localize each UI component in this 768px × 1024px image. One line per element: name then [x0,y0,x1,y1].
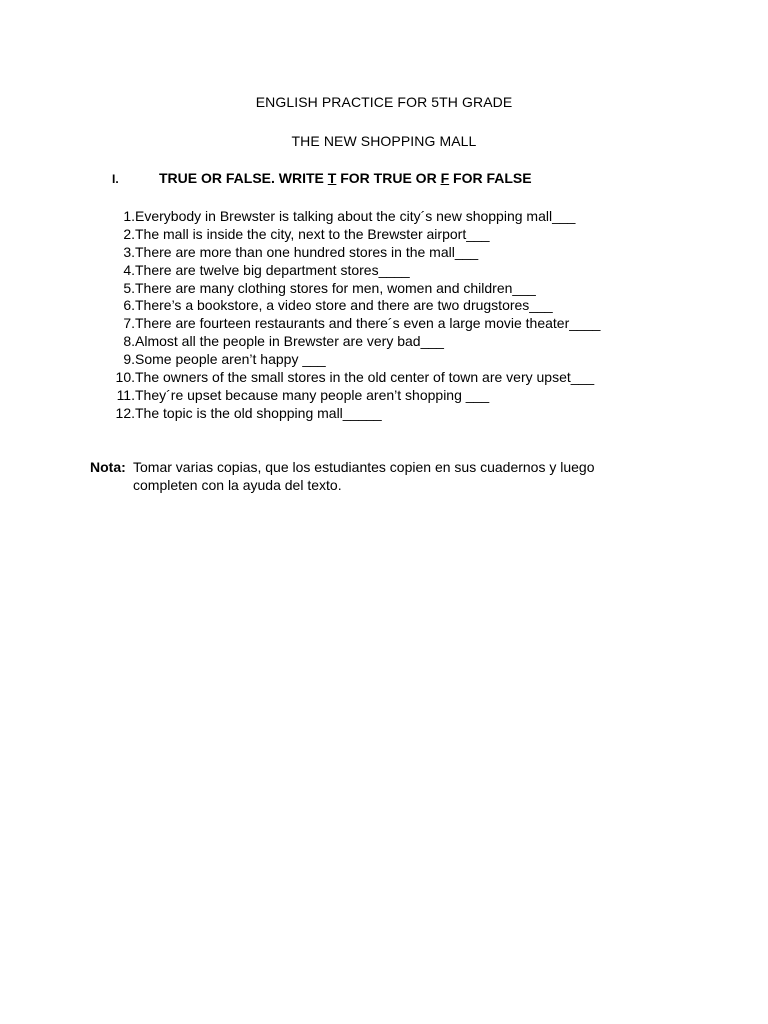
question-number: 4. [123,261,135,278]
list-item [113,369,595,387]
question-text: Almost all the people in Brewster are very bad___ [135,333,444,350]
question-number: 11. [116,386,135,403]
list-item [113,243,479,262]
question-number: 1. [123,208,135,224]
question-number: 5. [123,279,135,296]
list-item [113,351,326,369]
page-title: ENGLISH PRACTICE FOR 5TH GRADE [255,94,513,110]
list-item [113,333,444,351]
instruction-part-2: FOR TRUE OR [336,170,441,186]
question-number: 2. [123,225,135,242]
instruction-part-1: TRUE OR FALSE. WRITE [159,170,328,186]
list-item [113,225,490,244]
question-text: Some people aren’t happy ___ [135,351,326,368]
list-item [113,261,410,280]
instruction-false-letter: F [440,170,450,186]
question-text: There’s a bookstore, a video store and there are two drugstores___ [135,297,553,314]
question-text: Everybody in Brewster is talking about the city´s new shopping mall___ [135,208,576,224]
question-text: There are fourteen restaurants and there´s even a large movie theater____ [135,315,601,332]
instruction-part-3: FOR FALSE [449,170,532,186]
question-number: 9. [123,351,135,368]
instruction-true-letter: T [327,170,337,186]
question-number: 8. [123,333,135,350]
question-list [113,208,601,423]
list-item [113,386,490,405]
question-text: There are twelve big department stores____ [135,261,410,278]
question-text: There are more than one hundred stores in the mall___ [135,243,479,260]
question-text: They´re upset because many people aren’t shopping ___ [135,386,490,403]
question-number: 6. [123,297,135,314]
list-item [113,208,576,226]
list-item [113,315,601,333]
question-text: There are many clothing stores for men, women and children___ [135,279,536,296]
section-numeral: I. [112,172,119,186]
question-number: 12. [115,404,135,421]
note-label: Nota: [90,459,126,475]
question-text: The mall is inside the city, next to the Brewster airport___ [135,225,490,242]
list-item [113,404,382,423]
question-text: The owners of the small stores in the old center of town are very upset___ [135,369,595,386]
question-number: 7. [123,315,135,332]
list-item [113,297,553,315]
question-number: 10. [115,369,135,386]
note-text: Tomar varias copias, que los estudiantes copien en sus cuadernos y luego completen con la ayuda del texto. [133,459,595,493]
page-subtitle: THE NEW SHOPPING MALL [291,133,477,149]
question-text: The topic is the old shopping mall_____ [135,404,382,421]
list-item [113,279,536,298]
section-instruction [159,170,532,186]
question-number: 3. [123,243,135,260]
